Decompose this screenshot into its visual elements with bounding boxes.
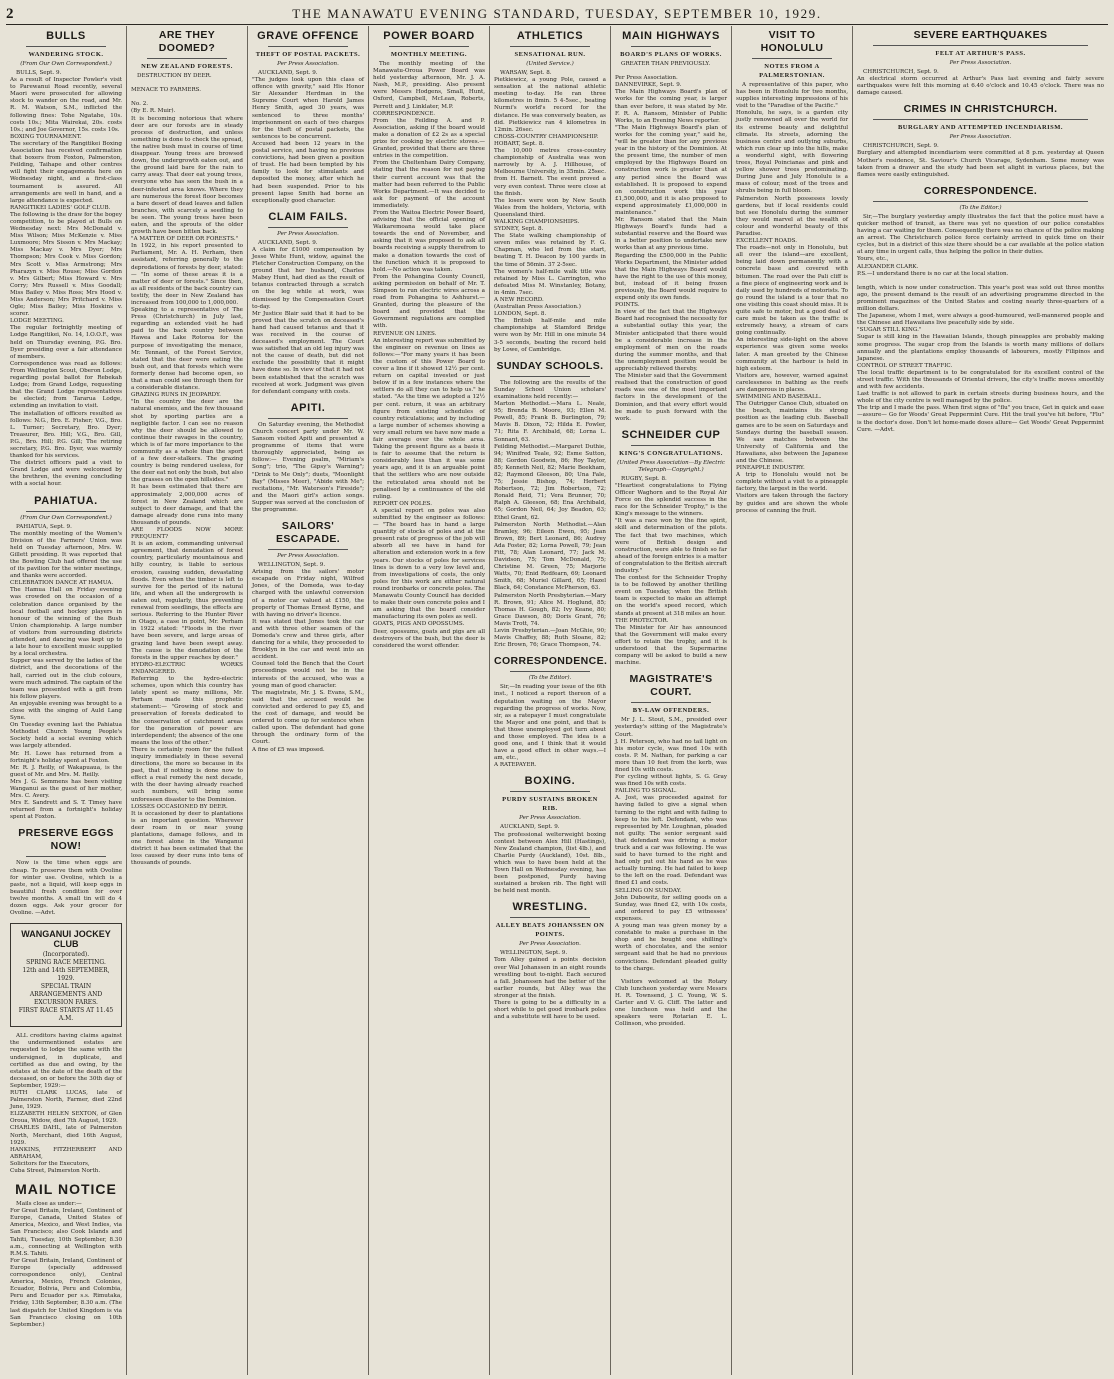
- article-body: Mr J. L. Stout, S.M., presided over yesterday's sitting of the Magistrate's Court. J. H. Peterson, who had no tail light on his motor cycle, was fined 10s with costs. P. M. Nathan, for parking a car more than 10 feet from the kerb, was fined 10s with costs. For cycling without lights, S. G. Gray was fined 10s with costs. FAILING TO SIGNAL. A. Jost, was proceeded against for having failed to give a signal when turning to the right and with failing to keep to his left. Defendant, who was represented by Mr. Loughnan, pleaded not guilty. The senior sergeant said that defendant was driving a motor truck and a car was following. He was said to have turned to the right and had only put out his hand as he was actually turning. He had failed to keep to the left on the road. Defendant was fined £1 and costs. SELLING ON SUNDAY. John Dubowitz, for selling goods on a Sunday, was fined £2, with 10s costs, and ordered to pay £5 witnesses' expenses. A young man was given money by a constable to make a purchase in the shop and he bought one shilling's worth of chocolates, and the senior sergeant said that he had no previous convictions. Defendant pleaded guilty to the charge.: [615, 717, 727, 972]
- column-1: [6, 26, 127, 1375]
- article-subhead: WANDERING STOCK.: [28, 51, 104, 58]
- article-headline: ATHLETICS: [516, 30, 584, 42]
- article-headline: BULLS: [46, 30, 86, 42]
- headline-rule: [268, 549, 348, 550]
- article-subhead: SENSATIONAL RUN.: [514, 51, 586, 58]
- ad-title: WANGANUI JOCKEY CLUB: [21, 929, 111, 950]
- column-6: [611, 26, 732, 1375]
- headline-rule: [631, 46, 711, 47]
- article-byline: Per Press Association.: [277, 553, 339, 560]
- headline-rule: [268, 46, 348, 47]
- article-body: A representative of this paper, who has been in Honolulu for two months, supplies interesting impressions of his visit to the "Paradise of the Pacific." Honolulu, he says, is a garden city justly renowned all over the world for its extreme beauty and delightful climate. Its streets, adorning the business centre and outlying suburbs, which run clear up into the hills, make a wonderful sight, with flowering trees, Royal Poincianas and pink and yellow shower trees predominating. During June and July Honolulu is a mass of colour, most of the trees and shrubs being in full bloom. Palmerston North possesses lovely gardens, but if local residents could but see Honolulu during the summer they would marvel at the wealth of colour and wonderful beauty of this Paradise. EXCELLENT ROADS. The roads—not only in Honolulu, but all over the island—are excellent, being laid down permanently with a concrete base and covered with bitumen. The road over the Pali cliff is a fine piece of engineering work and is daily used by hundreds of motorists. To go round the island is a tour that no one visiting this coast should miss. It is quite safe to motor, but a good deal of care must be taken as the traffic is extremely heavy, a stream of cars going continually. An interesting side-light on the above experience was given some weeks later. A man greeted by the Chinese community at the harbour is held in high esteem. Visitors are, however, warned against carelessness in bathing as the reefs are dangerous in places. SWIMMING AND BASEBALL. The Outrigger Canoe Club, situated on the beach, maintains its strong position as the leading club. Baseball games are to be seen on Saturdays and Sundays during the baseball season. We saw matches between the University of California and the Hawaiians, also between the Japanese and the Chinese. PINEAPPLE INDUSTRY. A trip to Honolulu would not be complete without a visit to a pineapple factory, the largest in the world. Visitors are taken through the factory by guides and are shown the whole process of canning the fruit.: [736, 82, 848, 514]
- headline-rule: [389, 46, 469, 47]
- article-headline: SCHNEIDER CUP: [621, 428, 721, 441]
- article: [373, 30, 485, 650]
- article: [10, 495, 122, 822]
- article-body: DESTRUCTION BY DEER. MENACE TO FARMERS. No. 2. (By E. R. Muir). It is becoming notorious that where deer are our forests are in steady process of destruction, and unless something is done to check the spread, the native bush must in course of time disappear. Young trees are browsed down, the undergrowth eaten out, and the ground laid bare for the rain to carry away. That deer eat young trees, everyone who has seen the bush in a deer-infested area knows. Where they are numerous the forest floor becomes a bare desert of dead leaves and fallen branches, with scarcely a seedling to be seen. The young trees have been eaten, and the sprouts of the older growth have been bitten back. "A MATTER OF DEER OR FORESTS." In 1922, in his report presented to Parliament, Mr. A. H. Perham, then assistant, referring generally to the depredations of forests by deer, stated:— "In some of these areas it is a matter of deer or forests." Since then, as all residents of the back country can testify, the deer in New Zealand has increased from 100,000 to 1,000,000. Speaking to a representative of The Press (Christchurch) in July last, regarding an extended visit he had paid to the back country between Hawea and Lake Rotoroa for the purpose of investigating the menace, Mr. Tennant, of the Forest Service, stated that the deer were eating the bush out, and that forests which were formerly dense had become open, so that a man could see through them for a considerable distance. GRAZING RUNS IN JEOPARDY. "In the country the deer are the natural enemies, and the few thousand shot by sporting parties are a negligible factor. I can see no reason why the deer should be allowed to continue their ravages in the country, which is of far more importance to the community as a whole than the sport of a few deer-stalkers. The grazing country is being rendered useless, for the deer eat not only the bush, but also the grasses on the open hillsides." It has been estimated that there are approximately 2,000,000 acres of forest in New Zealand which are subject to deer damage, and that the damage already done runs into many thousands of pounds. ARE FLOODS NOW MORE FREQUENT? It is an axiom, commanding universal agreement, that denudation of forest country, particularly mountainous and hilly country, is liable to serious erosion, causing sudden, devastating floods. Even when the timber is left to survive for the period of its natural life, and when all the undergrowth is eaten out, regularly, thus preventing renewal from seedlings, the effects are serious. Referring to the Hunter River in Otago, a case in point, Mr. Perham in 1922 stated: "Floods in the river have been severe, and large areas of grazing land have been swept away. The cause is the denudation of the forests in the upper reaches by deer." HYDRO-ELECTRIC WORKS ENDANGERED. Referring to the hydro-electric schemes, upon which this country has lately spent so many millions, Mr. Perham made this prophetic statement:— "Growing of stock and preservation of forests dedicated to the conservation of catchment areas for the generation of power are interdependent; the absence of the one means the loss of the other." There is certainly room for the fullest inquiry immediately in these several directions, the more so because in its past, that if nothing is done now to effect a real remedy the next decade, with the deer having already reached such numbers, will bring some unforeseen disaster to the Dominion. LOSSES OCCASIONED BY DEER. It is occasioned by deer to plantations is an important question. Wherever deer roam in or near young plantations, damage follows, and in one forest alone in the Wanganui district it has been estimated that the loss caused by deer runs into tens of thousands of pounds.: [131, 73, 243, 867]
- article-byline: (To the Editor.): [959, 204, 1002, 211]
- article-body: Sir,—In reading your issue of the 6th inst., I noticed a report thereon of a deputation waiting on the Mayor regarding the progress of works. Now, sir, as a ratepayer I must congratulate the Mayor and one point, and that is that those unemployed got turn about and those employed. The idea is a good one, and I think that it would have a good effect in other ways.—I am, etc., A RATEPAYER.: [494, 684, 606, 769]
- article-subhead: MONTHLY MEETING.: [390, 51, 468, 58]
- article-headline: CORRESPONDENCE.: [923, 184, 1038, 197]
- article-headline: SUNDAY SCHOOLS.: [496, 359, 604, 372]
- article-body: The monthly meeting of the Manawatu-Oroua Power Board was held yesterday afternoon, Mr. J. A. Nash, M.P., presiding. Also present were Messrs Hodgens, Small, Hunt, Oxford, Campbell, McLean, Roberts, Perrett and J. Linklater, M.P. CORRESPONDENCE. From the Feilding A. and P. Association, asking if the board would make a donation of £2 2s as a special prize for cooking by electric stoves.— Granted, provided that there are three entries in the competition. From the Cheltenham Dairy Company, stating that the reason for not paying their current account was that the matter had been referred to the Public Works Department.—It was decided to ask for payment of the account immediately. From the Waitoa Electric Power Board, advising that the official opening of Waikaremoana would take place towards the end of November, and asking that it was proposed to ask all boards receiving a supply therefrom to make a donation towards the cost of the function which it is proposed to hold.—No action was taken. From the Pohangina County Council, asking permission on behalf of Mr. T. Simpson to run electric wires across a road from Pohangina to Ashhurst.—Granted, during the pleasure of the board and provided that the Government regulations are complied with. REVENUE ON LINES. An interesting report was submitted by the engineer on revenue on lines as follows:—"For many years it has been the custom of this Power Board to cover a line if it showed 12½ per cent. return on capital invested or just below if in a few instances where the settlers do all they can to help us." he stated. "As the time we adopted a 12½ per cent. return, it was an arbitrary figure from existing schedules of country reticulations; and by including a large number of schemes showing a very small return we have now made a fair average over the whole area. Taking the present figure as a basis it is fair to assume that the return is considerably less than it was some years ago, and it is an arguable point that the settlers who are now outside the reticulated area should not be penalised by a continuance of the old ruling. REPORT ON POLES. A special report on poles was also submitted by the engineer as follows:— "The board has in hand a large quantity of stocks of poles and at the present rate of progress of the job will absorb all we have in hand for alteration and extension work in a few years. Our stocks of poles for services lines is down to a very low level and, from investigations of costs, the only poles for this work are either natural round ironbarks or concrete poles. The Manawatu County Council has decided to make their own concrete poles and I am asking that the board consider manufacturing its own poles as well. GOATS, PIGS AND OPOSSUMS. Deer, opossums, goats and pigs are all destroyers of the bush, but the deer is considered the worst offender.: [373, 61, 485, 649]
- article-body: AUCKLAND, Sept. 9. "The judges look upon this class of offence with gravity," said His Honor Sir Alexander Herdman in the Supreme Court when Harold James Henry Smith, aged 30 years, was sentenced to three months' imprisonment on each of two charges for the theft of postal packets, the sentences to be concurrent. Accused had been 12 years in the postal service, and having no previous convictions, had been given a position of trust. He had been tempted by his family to look for stimulants and deposited the money, after which he had been suspended. Prior to his present lapse Smith had borne an exceptionally good character.: [252, 70, 364, 204]
- article: [615, 429, 727, 668]
- column-4: [369, 26, 490, 1375]
- masthead: [6, 4, 1108, 25]
- headline-rule: [268, 418, 348, 419]
- article-byline: Per Press Association.: [519, 815, 581, 822]
- article: [494, 360, 606, 650]
- article-body: Now is the time when eggs are cheap. To preserve them with Ovoline for winter use. Ovoline, which is a paste, not a liquid, will keep eggs in beautiful fresh condition for over twelve months. A small tin will do 4 dozen eggs. Ask your grocer for Ovoline. —Advt.: [10, 860, 122, 917]
- headline-rule: [631, 445, 711, 446]
- headline-rule: [26, 856, 106, 857]
- ad-line: (Incorporated).: [42, 951, 90, 959]
- notice: [10, 1033, 122, 1175]
- advertisement: [10, 923, 122, 1027]
- article-body: AUCKLAND, Sept. 9. A claim for £1000 compensation by Jesse White Hunt, widow, against the Fletcher Construction Company, on the ground that her husband, Charles Mabey Hunt, had died as the result of tetanus contracted through a scratch on the leg while at work, was dismissed by the Compensation Court to-day. Mr Justice Blair said that it had to be proved that the scratch on deceased's hand had caused tetanus and that it was received in the course of deceased's employment. The Court was satisfied that an old leg injury was not the cause of death, but did not exclude the possibility that it might have done so. In view of that it had not been established that the scratch was received at work. Judgment was given for defendant company with costs.: [252, 239, 364, 395]
- article-body: The following are the results of the Sunday School Union scholars' examinations held recently:— Marton Methodist.—Mara L. Neale, 95; Brenda B. Moore, 93; Ellen M. Powell, 85; Frank B. Burlington, 79; Mavis B. Dixon, 72; Hilda E. Fowler, 71; Rita F. Archibald, 68; Lorna L. Sonnant, 63. Feilding Methodist.—Margaret Duthie, 94; Winifred Teale, 92; Esme Sutton, 88; Gordon Goodwin, 86; Roy Taylor, 85; Kenneth Neil, 82; Marie Beekham, 82; Raymond Gleeson, 80; Una Fale, 75; Jessie Bishop, 74; Herbert Robertson, 72; Jim Robertson, 72; Ronald Reid, 71; Vera Brunner, 70; Ralph A. Gleeson, 68; Ena Archibald, 65; Gordon Neil, 64; Joy Beadon, 63; Ethel Grant, 62. Palmerston North Methodist.—Alan Bramley, 96; Eileen Ewen, 95; Jean Brown, 89; Bert Leonard, 86; Audrey Ada Foster, 82; Lorna Powell, 79; Jean Fitt, 78; Alan Leonard, 77; Jack M. Davidson, 75; Tom McDonald, 75; Christine M. Green, 75; Marjorie Watts, 70; Enid Redfearn, 69; Leonard Smith, 68; Muriel Gillard, 65; Hazel Black, 64; Constance McPherson, 63. Palmerston North Presbyterian.—Mary R. Brown, 91; Alice M. Hoglund, 85; Thomas H. Gough, 82; Ivy Keane, 80; Grace Dawson, 80; Doris Grant, 76; Mavis Trott, 74. Levin Presbyterian.—Joan McGhie, 90; Mavis Chaffey, 88; Ruth Sloane, 82; Eric Brown, 76; Grace Thompson, 74.: [494, 379, 606, 649]
- article-subhead: KING'S CONGRATULATIONS.: [619, 449, 723, 457]
- ad-line: 12th and 14th SEPTEMBER, 1929.: [22, 967, 110, 983]
- article-headline: SAILORS' ESCAPADE.: [275, 520, 341, 546]
- article-headline: CORRESPONDENCE.: [494, 655, 608, 668]
- article-body: BULLS, Sept. 9. As a result of Inspector Fowler's visit to Parewanui Road recently, several Maori were prosecuted for allowing stock to wander on the road, and Mr. R. M. Watson, S.M., inflicted the following fines: Tohe Ngatahe, 10s. costs 10s.; Mita Wairekai, 20s. costs 10s.; and Joe Governor, 15s. costs 10s. BOXING TOURNAMENT. The secretary of the Rangitikei Boxing Association has received confirmation that boxers from Foxton, Palmerston, Feilding, Taihape and other centres will fight their engagements here on Wednesday night, and a first-class tournament is assured. All arrangements are well in hand, and a large attendance is expected. RANGITIKEI LADIES' GOLF CLUB. The following is the draw for the bogey competition, to be played at Bulls on Wednesday next: Mrs McDonald v. Miss Wilson; Miss McKenzie v. Miss Luxmoore; Mrs Sisson v. Mrs Mackay; Miss Mackay v. Mrs Dyer; Mrs Thompson; Mrs Cook v. Miss Gordon; Mrs Scott v. Miss Armstrong; Mrs Pharazyn v. Miss Rouse; Miss Gordon v. Mrs Gilbert; Miss Howard v. Mrs Corry; Mrs Russell v. Miss Goodall; Miss Bailey v. Miss Ross; Mrs Hood v. Miss Anderson; Mrs Pritchard v. Miss Ogle; Miss Bailey; Miss Hoskins v. scorer. LODGE MEETING. The regular fortnightly meeting of Lodge Rangitikei, No. 14, I.O.O.F., was held on Thursday evening, P.G. Bro. Dyer presiding over a fair attendance of members. Correspondence was read as follows: From Wellington Scout, Oberon Lodge, regarding postal ballot for Rebekah Lodge; from Grand Lodge, requesting that the Grand Lodge representatives be elected; from Tararua Lodge, extending an invitation to visit. The installation of officers resulted as follows: N.G., Bro. E. Fisher; V.G., Bro. L. Turner; Secretary, Bro. Dyer; Treasurer, Bro. Hill; V.G., Bro. Gill, P.G., Bro. Hill; P.G. Gill; The retiring secretary, P.G. Bro. Dyer, was warmly thanked for his services. The district officers paid a visit to Grand Lodge and were welcomed by the brethren, the evening concluding with a social hour.: [10, 70, 122, 488]
- article-body: WELLINGTON, Sept. 9. Tom Alley gained a points decision over Wal Johanssen in an eight rounds wrestling bout to-night. Each secured a fall. Johanssen had the better of the earlier rounds, but Alley was the stronger at the finish. There is going to be a difficulty in a short while to get good ironbark poles and a substitute will have to be used.: [494, 950, 606, 1021]
- article-headline: VISIT TO HONOLULU: [760, 29, 824, 54]
- article-headline: WRESTLING.: [512, 901, 588, 914]
- article: [494, 901, 606, 1021]
- article-subhead: NEW ZEALAND FORESTS.: [141, 63, 233, 70]
- column-2: [127, 26, 248, 1375]
- ad-line: SPRING RACE MEETING.: [26, 959, 106, 967]
- article: [131, 29, 243, 868]
- article: [10, 30, 122, 489]
- article: [494, 775, 606, 895]
- headline-rule: [631, 702, 711, 703]
- article-headline: CRIMES IN CHRISTCHURCH.: [903, 103, 1058, 116]
- article-body: AUCKLAND, Sept. 9. The professional welterweight boxing contest between Alex Hill (Hastings), New Zealand champion, (list 4lb.), and Charlie Purdy (Auckland), 10st. 8lb., which was to have been held at the Town Hall on Wednesday evening, has been postponed, Purdy having sustained a broken rib. The fight will be held next month.: [494, 824, 606, 895]
- article-headline: PAHIATUA.: [34, 494, 98, 507]
- article-body: On Saturday evening, the Methodist Church concert party under Mr. W. Sansom visited Apiti and presented a programme of items that were thoroughly appreciated, being as follow:— Evening psalm, "Miriam's Song"; trio, "The Gipsy's Warning"; "Drink to Me Only"; duets, "Moonlight Bay" (Misses Meer), "Abide with Me"; recitations, "Mr. Waterson's Fireside"; and the Maori girl's action songs. Supper was served at the conclusion of the programme.: [252, 421, 364, 513]
- headline-rule: [873, 201, 1088, 202]
- headline-rule: [752, 58, 832, 59]
- columns-container: [6, 26, 1108, 1375]
- article-subhead: FELT AT ARTHUR'S PASS.: [935, 50, 1026, 57]
- article-body: CHRISTCHURCH, Sept. 9. Burglary and attempted incendiarism were committed at 8 p.m. yesterday at Queen Mother's residence, St. Saviour's Church Vicarage, Sydenham. Some money was taken from a drawer and the study had been set alight in various places, but the flames were easily extinguished.: [857, 143, 1104, 178]
- article-byline: Per Press Association.: [949, 60, 1012, 66]
- mail-notice-title: MAIL NOTICE: [15, 1181, 117, 1198]
- article-subhead: BOARD'S PLANS OF WORKS.: [620, 51, 722, 58]
- article-byline: (From Our Own Correspondent.): [20, 61, 112, 67]
- article: [736, 29, 848, 515]
- headline-rule: [510, 791, 590, 792]
- headline-rule: [873, 119, 1088, 120]
- headline-rule: [510, 671, 590, 672]
- headline-rule: [510, 46, 590, 47]
- headline-rule: [873, 45, 1088, 46]
- column-8: [853, 26, 1108, 1375]
- article: [494, 30, 606, 354]
- article-headline: MAGISTRATE'S COURT.: [629, 673, 713, 699]
- article: [252, 30, 364, 205]
- article-body: WARSAW, Sept. 8. Pietkiewicz, a young Pole, caused a sensation at the national athletic meeting to-day. He ran three kilometres in 8min. 5 4-5sec., beating Nurmi's world's record for the distance. He was conversely beaten, as did. Pietkiewicz ran 4 kilometres in 12min. 26sec. CROSS-COUNTRY CHAMPIONSHIP. HOBART, Sept. 8. The 10,000 metres cross-country championship of Australia was won narrowly by A. J. Hillhouse, of Melbourne University, in 35min. 25sec. from H. Barnett. The event proved a very even contest. Three were close at the finish. The losers were won by New South Wales from the holders, Victoria, with Queensland third. WALKING CHAMPIONSHIPS. SYDNEY, Sept. 8. The State walking championship of seven miles was retained by F. G. Chapman, who led from the start, beating T. H. Deacon by 100 yards in the time of 56min. 37 2-5sec. The women's half-mile walk title was retained by Miss L. Carrington, who defeated Miss M. Winstanley, Botany, in 4min. 7sec. A NEW RECORD. (Australian Press Association.) LONDON, Sept. 8. The British half-mile and mile championships at Stamford Bridge were won by Mr. Hill in one minute 54 3-5 seconds, beating the record held by Lowe, of Cambridge.: [494, 70, 606, 353]
- article-subhead: NOTES FROM A PALMERSTONIAN.: [759, 63, 825, 79]
- article-byline: (United Press Association—By Electric Telegraph—Copyright.): [617, 459, 725, 473]
- article: [857, 29, 1104, 97]
- article-headline: PRESERVE EGGS NOW!: [18, 827, 114, 853]
- article-headline: APITI.: [290, 401, 326, 414]
- article-body: ALL creditors having claims against the undermentioned estates are requested to lodge the same with the undersigned, in duplicate, and certified as due and owing, by the estates at the date of the death of the deceased, on or before the 30th day of September, 1929:— RUTH CLARK LUCAS, late of Palmerston North, Farmer, died 22nd June, 1929. ELIZABETH HELEN SEXTON, of Glen Oroua, Widow, died 7th August, 1929. CHARLES DAHL, late of Palmerston North, Merchant, died 16th August, 1929. HANKINS, FITZHERBERT AND ABRAHAM, Solicitors for the Executors, Cuba Street, Palmerston North.: [10, 1033, 122, 1174]
- article-headline: CLAIM FAILS.: [268, 210, 348, 223]
- column-5: [490, 26, 611, 1375]
- article-headline: MAIN HIGHWAYS: [622, 30, 720, 42]
- article: [857, 185, 1104, 434]
- headline-rule: [26, 511, 106, 512]
- article-byline: Per Press Association.: [277, 61, 339, 67]
- article: [857, 103, 1104, 178]
- article-headline: GRAVE OFFENCE: [257, 30, 359, 42]
- article-byline: (To the Editor).: [528, 675, 572, 682]
- article: [615, 979, 727, 1029]
- headline-rule: [147, 58, 227, 59]
- article-body: PAHIATUA, Sept. 9. The monthly meeting of the Women's Division of the Farmers' Union was held on Tuesday afternoon, Mrs. W. Gillett presiding. It was reported that the Bowling Club had offered the use of its pavilion for the winter meetings, and thanks were accorded. CELEBRATION DANCE AT HAMUA. The Hamua Hall on Friday evening was crowded on the occasion of a celebration dance organised by the local football and hockey players in honour of the winning of the Bush Union championship. A large number of visitors from surrounding districts attended, and dancing was kept up to a late hour to excellent music supplied by a local orchestra. Supper was served by the ladies of the district, and the decorations of the hall, carried out in the club colours, were much admired. The captain of the team was presented with a gift from his fellow players. An enjoyable evening was brought to a close with the singing of Auld Lang Syne. On Tuesday evening last the Pahiatua Methodist Church Young People's Society held a social evening which was largely attended. Mr. H. Lowe has returned from a fortnight's holiday spent at Foxton. Mr. R. J. Reilly, of Wakapuaua, is the guest of Mr. and Mrs. M. Reilly. Mrs J. G. Semmens has been visiting Wanganui as the guest of her mother, Mrs. C. Avery. Mrs E. Sandrett and S. T. Timey have returned from a fortnight's holiday spent at Foxton.: [10, 523, 123, 821]
- article-body: WELLINGTON, Sept. 9. Arising from the sailors' motor escapade on Friday night, Wilfred Jones, of the Domeda, was to-day charged with the unlawful conversion of a motor car valued at £150, the property of Thomas Ernest Byrne, and with having no driver's licence. It was stated that Jones took the car and with three other seamen of the Domeda's crew and three girls, after dancing for a while, they proceeded to Brooklyn in the car and went into an accident. Counsel told the Bench that the Court proceedings would not be in the interests of the accused, who was a young man of good character. The magistrate, Mr. J. S. Evans, S.M., said that the accused would be convicted and ordered to pay £5, and the cost of damage, and would be ordered to come up for sentence when called upon. The defendant had gone through the ordinary form of the Court. A fine of £5 was imposed.: [252, 562, 364, 753]
- mail-notice: [10, 1181, 122, 1329]
- page-number: 2: [6, 5, 14, 22]
- article: [615, 673, 727, 972]
- notice: [10, 827, 122, 917]
- article: [615, 30, 727, 423]
- article-subhead: PURDY SUSTAINS BROKEN RIB.: [502, 796, 598, 813]
- headline-rule: [26, 46, 106, 47]
- article-body: CHRISTCHURCH, Sept. 9. An electrical storm occurred at Arthur's Pass last evening and fairly severe earthquakes were felt this morning at 6.40 o'clock and 10.45 o'clock. There was no damage caused.: [857, 69, 1104, 97]
- headline-rule: [510, 917, 590, 918]
- article-byline: Per Press Association.: [277, 230, 339, 237]
- article-subhead: ALLEY BEATS JOHANSSEN ON POINTS.: [495, 922, 605, 939]
- mail-notice-body: Mails close as under:— For Great Britain, Ireland, Continent of Europe, Canada, United States of America, Mexico, and West Indies, via San Francisco; also Cook Islands and Tahiti, Tuesday, 10th September, 8.30 a.m., connecting at Wellington with R.M.S. Tahiti. For Great Britain, Ireland, Continent of Europe (specially addressed correspondence only), Central America, Mexico, French Colonies, Ecuador, Bolivia, Peru and Colombia, Peru and Ecuador per s.s. Rimutaka, Friday, 13th September, 8.30 a.m. (The last dispatch for United Kingdom is via San Francisco closing on 10th September.): [10, 1201, 122, 1328]
- column-7: [732, 26, 853, 1375]
- ad-line: SPECIAL TRAIN ARRANGEMENTS AND EXCURSION FARES.: [29, 983, 103, 1007]
- article: [252, 211, 364, 396]
- article-headline: ARE THEY DOOMED?: [158, 29, 216, 54]
- column-3: [248, 26, 369, 1375]
- article: [252, 520, 364, 754]
- article-subhead: THEFT OF POSTAL PACKETS.: [255, 51, 361, 58]
- article-byline: Per Press Association.: [949, 134, 1012, 141]
- headline-rule: [510, 376, 590, 377]
- article-subhead: BY-LAW OFFENDERS.: [632, 707, 710, 715]
- article-byline: (From Our Own Correspondent.): [20, 514, 112, 521]
- article: [494, 655, 606, 769]
- article-headline: POWER BOARD: [383, 30, 475, 42]
- article-body: RUGBY, Sept. 8. "Heartiest congratulations to Flying Officer Waghorn and to the Royal Air Force on the splendid success in the race for the Schneider Trophy," is the King's message to the winners. "It was a race won by the fine spirit, skill and determination of the pilots. The fact that two machines, which were of British design and construction, were able to finish so far ahead of the foreign entries is a matter of congratulation to the British aircraft industry." The contest for the Schneider Trophy is to be followed by another thrilling event on Tuesday, when the British team is expected to make an attempt on the world's speed record, which stands at present at 318 miles an hour. THE PROTECTOR. The Minister for Air has announced that the Government will make every effort to retain the trophy, and it is understood that the Supermarine company will be asked to build a new machine.: [615, 475, 727, 667]
- headline-rule: [268, 227, 348, 228]
- article-headline: BOXING.: [524, 775, 576, 788]
- article-headline: SEVERE EARTHQUAKES: [913, 29, 1048, 41]
- masthead-title: THE MANAWATU EVENING STANDARD, TUESDAY, SEPTEMBER 10, 1929.: [292, 6, 822, 21]
- article-byline: Per Press Association.: [519, 941, 581, 948]
- article-body: Visitors welcomed at the Rotary Club luncheon yesterday were Messrs H. R. Townsend, J. C. Young, W. S. Carter and V. G. Cliff. The latter and one luncheon was held and the speakers were Rotarian E. L. Collinson, who presided.: [615, 978, 727, 1028]
- article-byline: (United Service.): [526, 61, 574, 67]
- article-body: Sir,—The burglary yesterday amply illustrates the fact that the police must have a quicker method of transit, as there was yet no question of our police constables having a car waiting for them. Consequently there was no chance of the police making an arrest. The Christchurch police force certainly arrived in quick time on their cycles, but in a district of this size there should be a car available at the police station at any time in urgent calls, thus helping the police in their duties. Yours, etc., ALEXANDER CLARK. P.S.—I understand there is no car at the local station. length, which is now under construction. This year's post was sold out three months ago, the present demand is the result of an advertising programme directed in the prominent magazines of the United States and costing nearly three-quarters of a million dollars. The Japanese, whom I met, were always a good-humoured, well-mannered people and the Chinese and Hawaiians live peacefully side by side. "SUGAR STILL KING." Sugar is still king in the Hawaiian Islands, though pineapples are probably making some progress. The sugar crop from the Islands is worth many millions of dollars annually and the plantations employ thousands of labourers, mostly Filipinos and Japanese. CONTROL OF STREET TRAFFIC. The local traffic department is to be congratulated for its excellent control of the street traffic. With the thousands of Oriental drivers, the city's traffic moves smoothly and with few accidents. Last traffic is not allowed to park in certain streets during business hours, and the whole of the city centre is well managed by the police. The trip and I made the pass. When first signs of "flu" you trace, Get in quick and ease—assure— Go for Woods' Great Peppermint Cure. Hit the trail you've hit before, "Flu" is the doctor's dose. Don't let home-made doses allure— Get Woods' Great Peppermint Cure. —Advt.: [857, 213, 1104, 433]
- ad-line: FIRST RACE STARTS AT 11.45 A.M.: [18, 1007, 114, 1023]
- article-body: GREATER THAN PREVIOUSLY. Per Press Association. DANNEVIRKE, Sept. 9. The Main Highways Board's plan of works for the coming year, is larger than ever before, it was stated by Mr. F. R. A. Ransom, Minister of Public Works, to an Evening News reporter. "The Main Highways Board's plan of works for the coming year," said he, "will be greater than for any previous year in the history of the Dominion. At the present time, the number of men employed by the Highways Board on construction work is greater than at any period since the Board was established. It is proposed to expend on construction work this year £1,500,000, and it is also proposed to expend approximately £1,000,000 in maintenance." Mr. Ransom stated that the Main Highways Board's funds had a substantial reserve and the Board was in a better position to undertake new works than at any previous time. Regarding the £500,000 in the Public Works Department, the Minister added that the Main Highways Board would have the right to the use of this money, but, instead of it being frozen previously, the Board would require to expend only its own funds. POINTS. In view of the fact that the Highways Board had recognised the necessity for a substantial outlay this year, the Minister anticipated that there would be a considerable increase in the employment of men on the roads during the summer months, and that the unemployment position would be appreciably relieved thereby. The Minister said that the Government realised that the construction of good roads was one of the most important factors in the development of the Dominion, and that every effort would be made to push forward with the work.: [615, 61, 727, 422]
- article: [252, 402, 364, 514]
- article-subhead: BURGLARY AND ATTEMPTED INCENDIARISM.: [897, 124, 1064, 132]
